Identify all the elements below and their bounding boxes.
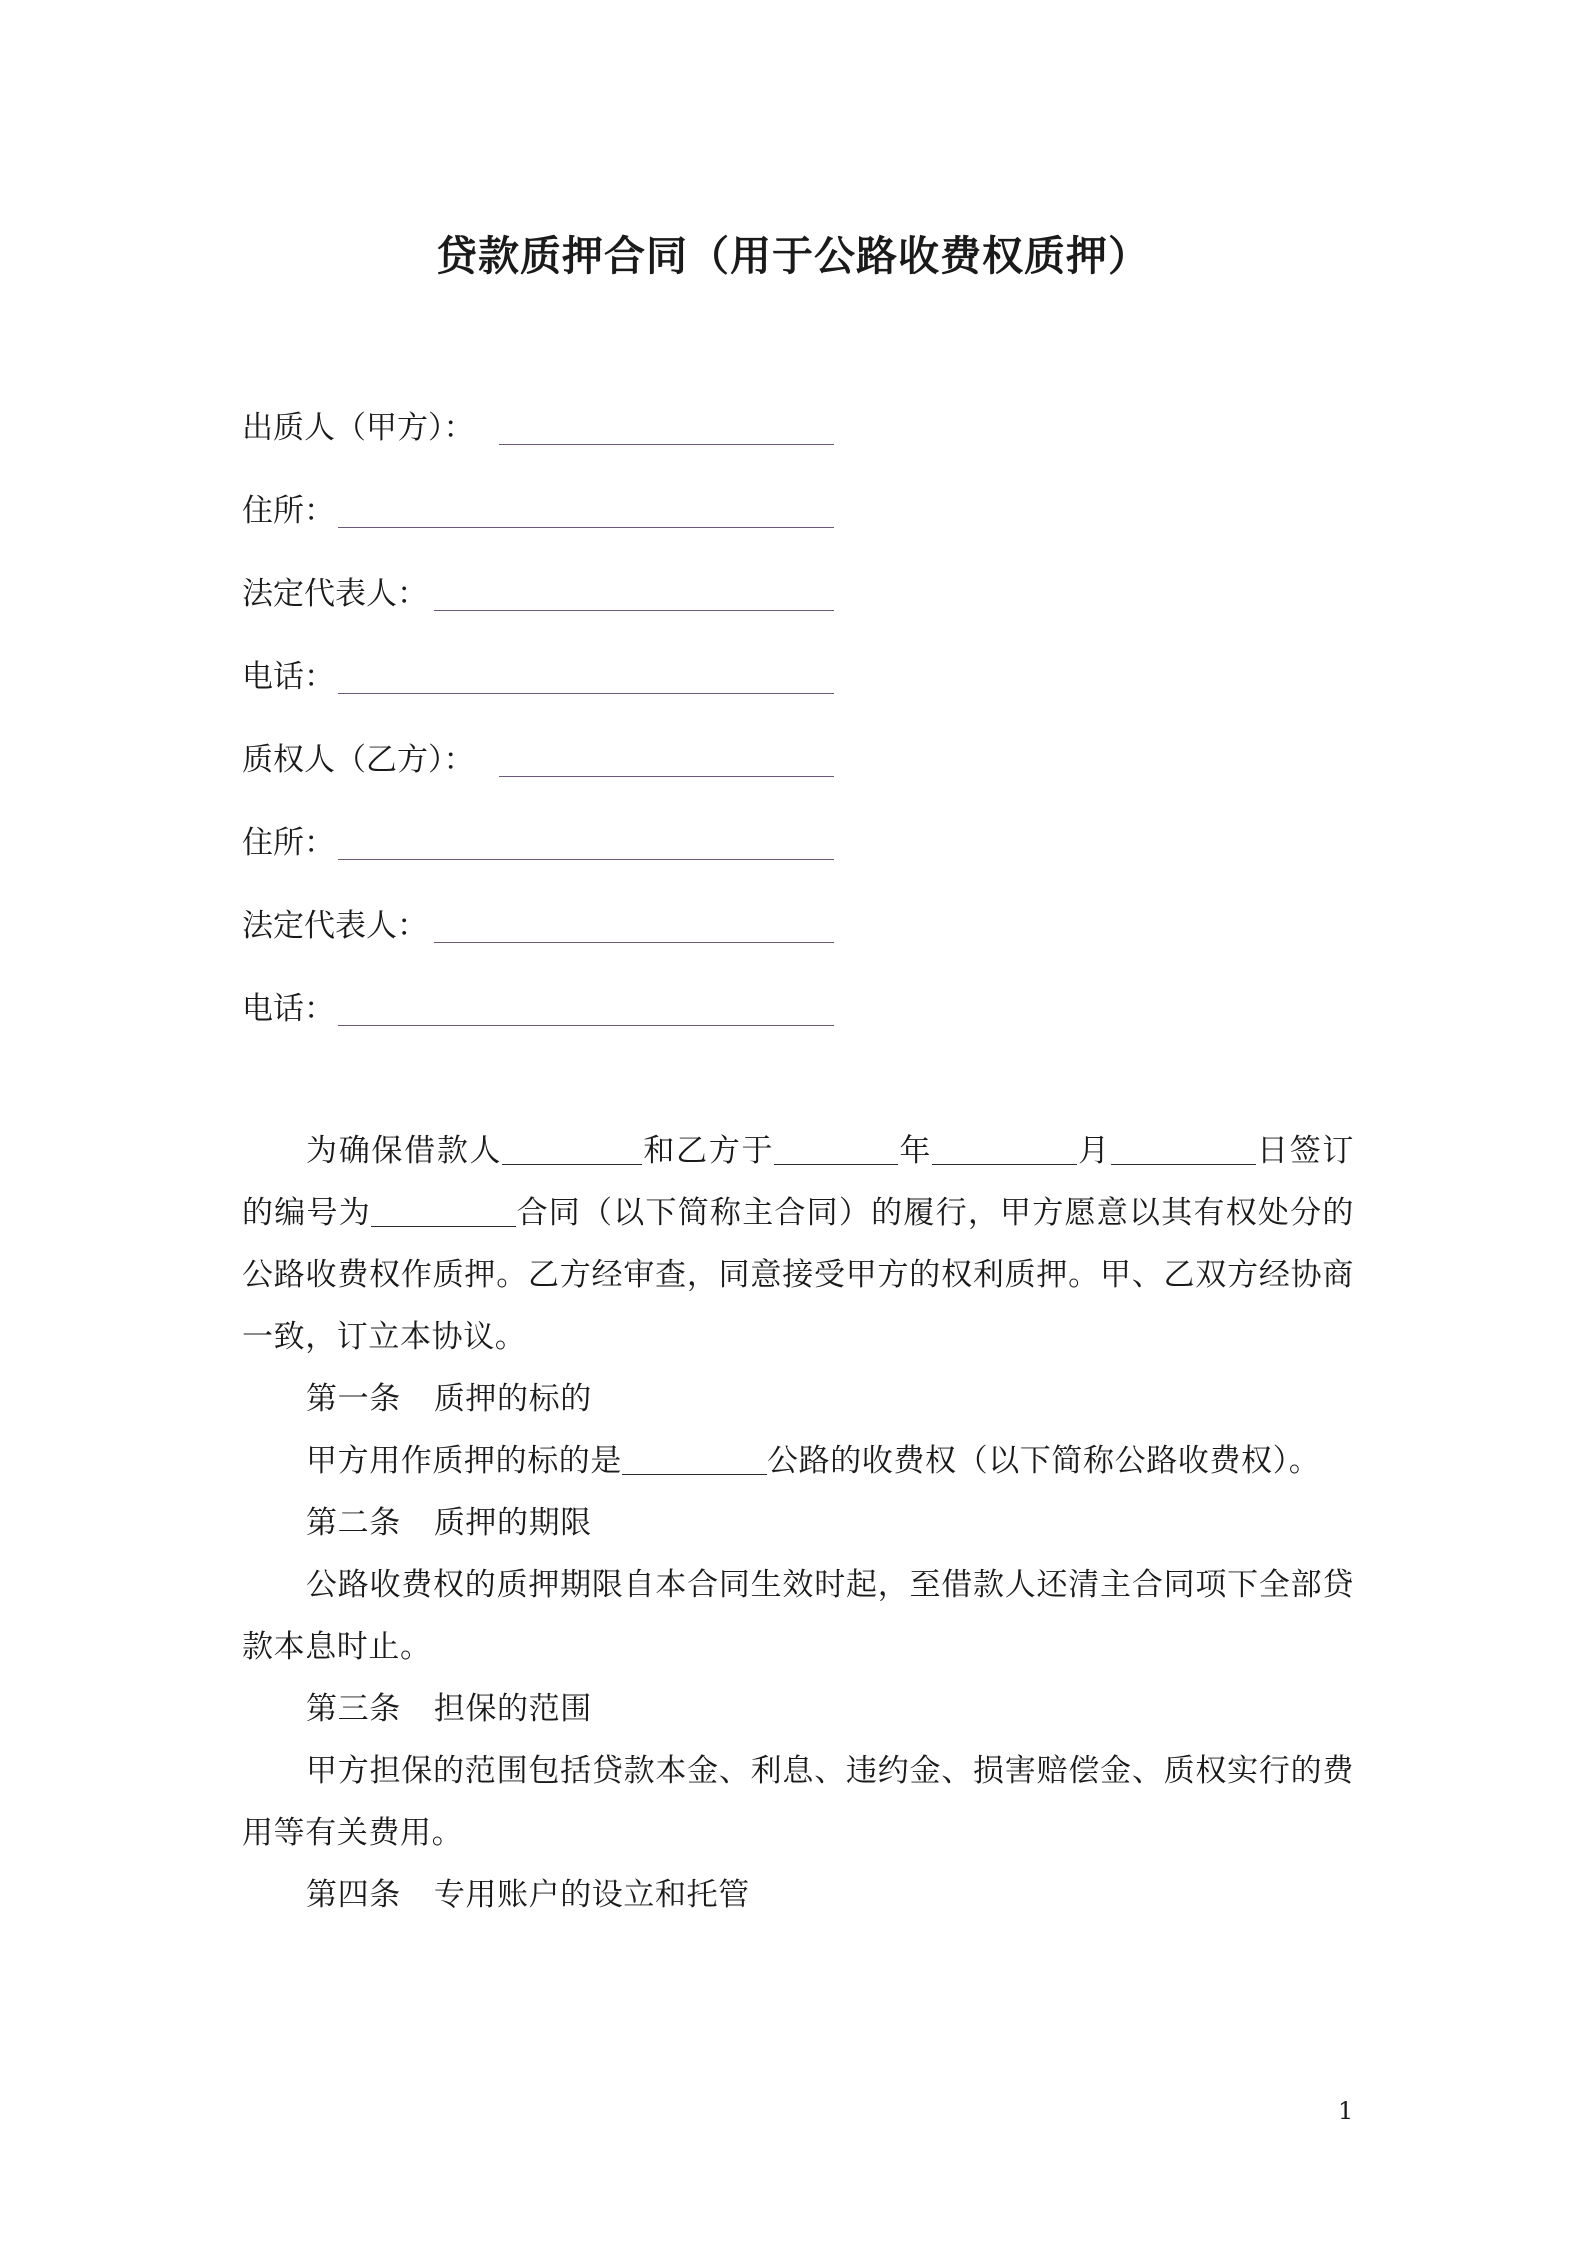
- pledgor-representative-blank[interactable]: [434, 610, 834, 611]
- article-1-number: 第一条: [306, 1381, 401, 1417]
- preamble-text-5: 日签订的编号为: [242, 1133, 1355, 1231]
- article-1-text-before: 甲方用作质押的标的是: [306, 1443, 622, 1479]
- article-3-heading: [242, 1678, 1354, 1740]
- pledgee-representative-label: 法定代表人：: [242, 908, 428, 944]
- preamble-text-6: 合同（以下简称主合同）的履行，甲方愿意以其有权处分的公路收费权作质押。乙方经审查，同意接受甲方的权利质押。甲、乙双方经协商一致，订立本协议。: [242, 1195, 1354, 1355]
- article-1-heading: [242, 1368, 1354, 1430]
- month-blank[interactable]: [932, 1134, 1077, 1165]
- pledgor-phone-field: [242, 652, 842, 702]
- pledgor-address-field: [242, 486, 842, 536]
- preamble-text-2: 和乙方于: [642, 1133, 775, 1169]
- article-2-number: 第二条: [306, 1505, 401, 1541]
- pledgor-phone-label: 电话：: [242, 659, 335, 695]
- article-4-heading: [242, 1864, 1354, 1926]
- article-2-heading: [242, 1492, 1354, 1554]
- pledgee-address-blank[interactable]: [338, 859, 834, 860]
- article-1-title: 质押的标的: [433, 1381, 592, 1417]
- article-3-text: 甲方担保的范围包括贷款本金、利息、违约金、损害赔偿金、质权实行的费用等有关费用。: [242, 1753, 1354, 1851]
- contract-body: [242, 1120, 1354, 1926]
- article-1-text-after: 公路的收费权（以下简称公路收费权）。: [767, 1443, 1321, 1479]
- page-number: 1: [1338, 2097, 1354, 2125]
- pledgee-address-field: [242, 818, 842, 868]
- article-1-text: [242, 1430, 1354, 1492]
- article-3-number: 第三条: [306, 1691, 401, 1727]
- pledgee-representative-field: [242, 901, 842, 951]
- document-title: 贷款质押合同（用于公路收费权质押）: [436, 232, 1150, 280]
- pledgee-name-label: 质权人（乙方）：: [242, 742, 475, 778]
- preamble-text-3: 年: [898, 1133, 933, 1169]
- pledgor-phone-blank[interactable]: [338, 693, 834, 694]
- contract-number-blank[interactable]: [371, 1196, 516, 1227]
- year-blank[interactable]: [774, 1134, 898, 1165]
- pledgee-phone-field: [242, 984, 842, 1034]
- pledgee-phone-label: 电话：: [242, 991, 335, 1027]
- pledgor-address-label: 住所：: [242, 493, 335, 529]
- article-3-title: 担保的范围: [433, 1691, 592, 1727]
- pledgor-representative-field: [242, 569, 842, 619]
- borrower-blank[interactable]: [502, 1134, 642, 1165]
- article-2-text: 公路收费权的质押期限自本合同生效时起，至借款人还清主合同项下全部贷款本息时止。: [242, 1567, 1354, 1665]
- preamble-paragraph: [242, 1120, 1354, 1368]
- pledgor-name-label: 出质人（甲方）：: [242, 410, 475, 446]
- preamble-text-4: 月: [1077, 1133, 1111, 1169]
- article-2-title: 质押的期限: [433, 1505, 592, 1541]
- pledgee-representative-blank[interactable]: [434, 942, 834, 943]
- pledgor-name-field: [242, 403, 842, 453]
- pledgor-address-blank[interactable]: [338, 527, 834, 528]
- day-blank[interactable]: [1111, 1134, 1256, 1165]
- article-4-number: 第四条: [306, 1877, 401, 1913]
- pledgee-address-label: 住所：: [242, 825, 335, 861]
- pledgee-name-blank[interactable]: [499, 776, 834, 777]
- pledgor-representative-label: 法定代表人：: [242, 576, 428, 612]
- preamble-text-1: 为确保借款人: [306, 1133, 503, 1169]
- pledgor-name-blank[interactable]: [499, 444, 834, 445]
- highway-name-blank[interactable]: [622, 1444, 767, 1475]
- article-4-title: 专用账户的设立和托管: [433, 1877, 750, 1913]
- pledgee-phone-blank[interactable]: [338, 1025, 834, 1026]
- pledgee-name-field: [242, 735, 842, 785]
